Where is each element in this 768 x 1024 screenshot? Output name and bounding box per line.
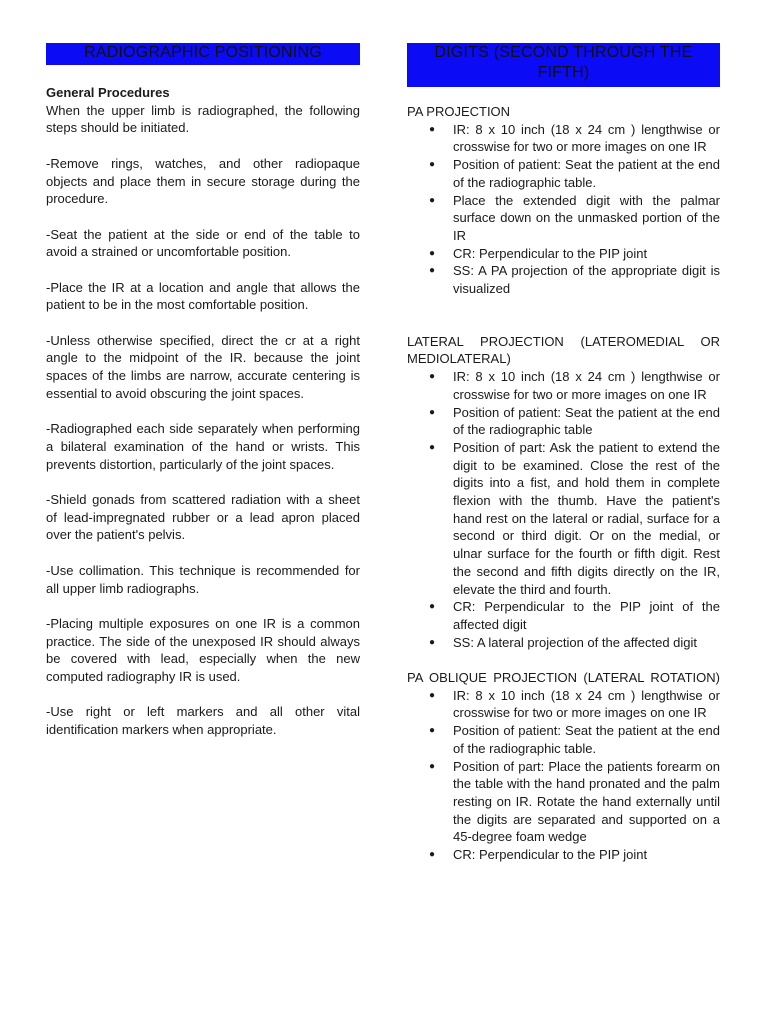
list-item: ● IR: 8 x 10 inch (18 x 24 cm ) lengthwise or crosswise for two or more images on one IR xyxy=(407,368,720,403)
list-item: ● IR: 8 x 10 inch (18 x 24 cm ) lengthwise or crosswise for two or more images on one IR xyxy=(407,687,720,722)
section-banner-digits: DIGITS (SECOND THROUGH THE FIFTH) xyxy=(407,43,720,87)
list-item: ● Place the extended digit with the palmar surface down on the unmasked portion of the IR xyxy=(407,192,720,245)
list-item: ● CR: Perpendicular to the PIP joint xyxy=(407,846,720,864)
list-item: ● CR: Perpendicular to the PIP joint xyxy=(407,245,720,263)
procedure-paragraph: -Use collimation. This technique is recommended for all upper limb radiographs. xyxy=(46,562,360,596)
section-banner-radiographic-positioning: RADIOGRAPHIC POSITIONING xyxy=(46,43,360,65)
bullet-list xyxy=(407,368,720,651)
section-title: PA PROJECTION xyxy=(407,104,511,119)
lateral-projection-section xyxy=(407,333,720,652)
procedure-paragraph: -Place the IR at a location and angle that allows the patient to be in the most comfortable position. xyxy=(46,279,360,313)
list-item: ● Position of part: Ask the patient to extend the digit to be examined. Close the rest of the digits into a fist, and hold them in complete flexion with the thumb. Have the patient's hand rest on the lateral or radial, surface for a second or third digit. Or on the medial, or ulnar surface for the fourth or fifth digit. Rest the second and fifth digits directly on the IR, elevate the third and fourth. xyxy=(407,439,720,598)
procedure-paragraph: -Placing multiple exposures on one IR is a common practice. The side of the unexposed IR should always be covered with lead, especially when the new computed radiography IR is used. xyxy=(46,615,360,685)
subheading-general-procedures: General Procedures xyxy=(46,85,170,100)
procedure-paragraph: -Radiographed each side separately when performing a bilateral examination of the hand or wrists. This prevents distortion, particularly of the joint spaces. xyxy=(46,421,360,472)
section-title: LATERAL PROJECTION (LATEROMEDIAL OR MEDIOLATERAL) xyxy=(407,333,720,367)
pa-oblique-projection-section xyxy=(407,669,720,864)
right-column xyxy=(407,43,720,864)
intro-paragraph: When the upper limb is radiographed, the following steps should be initiated. xyxy=(46,102,360,136)
procedure-paragraph: -Use right or left markers and all other vital identification markers when appropriate. xyxy=(46,704,360,738)
list-item: ● SS: A PA projection of the appropriate digit is visualized xyxy=(407,262,720,297)
list-item: ● Position of patient: Seat the patient at the end of the radiographic table. xyxy=(407,722,720,757)
procedure-paragraph: -Shield gonads from scattered radiation with a sheet of lead-impregnated rubber or a lead apron placed over the patient's pelvis. xyxy=(46,492,360,543)
procedure-paragraph: -Remove rings, watches, and other radiopaque objects and place them in secure storage during the procedure. xyxy=(46,155,360,207)
bullet-list xyxy=(407,121,720,298)
list-item: ● SS: A lateral projection of the affected digit xyxy=(407,634,720,652)
list-item: ● Position of part: Place the patients forearm on the table with the hand pronated and the palm resting on IR. Rotate the hand externally until the digits are separated and supported on a 45-degree foam wedge xyxy=(407,758,720,847)
list-item: ● IR: 8 x 10 inch (18 x 24 cm ) lengthwise or crosswise for two or more images on one IR xyxy=(407,121,720,156)
list-item: ● CR: Perpendicular to the PIP joint of the affected digit xyxy=(407,598,720,633)
section-title: PA OBLIQUE PROJECTION (LATERAL ROTATION) xyxy=(407,670,720,686)
pa-projection-section xyxy=(407,103,720,298)
procedure-paragraph: -Unless otherwise specified, direct the cr at a right angle to the midpoint of the IR. because the joint spaces of the limbs are narrow, accurate centering is essential to avoid obscuring the joint spaces. xyxy=(46,332,360,401)
list-item: ● Position of patient: Seat the patient at the end of the radiographic table xyxy=(407,404,720,439)
procedure-paragraph: -Seat the patient at the side or end of the table to avoid a strained or uncomfortable position. xyxy=(46,226,360,260)
list-item: ● Position of patient: Seat the patient at the end of the radiographic table. xyxy=(407,156,720,191)
bullet-list xyxy=(407,687,720,864)
left-column xyxy=(46,43,360,739)
